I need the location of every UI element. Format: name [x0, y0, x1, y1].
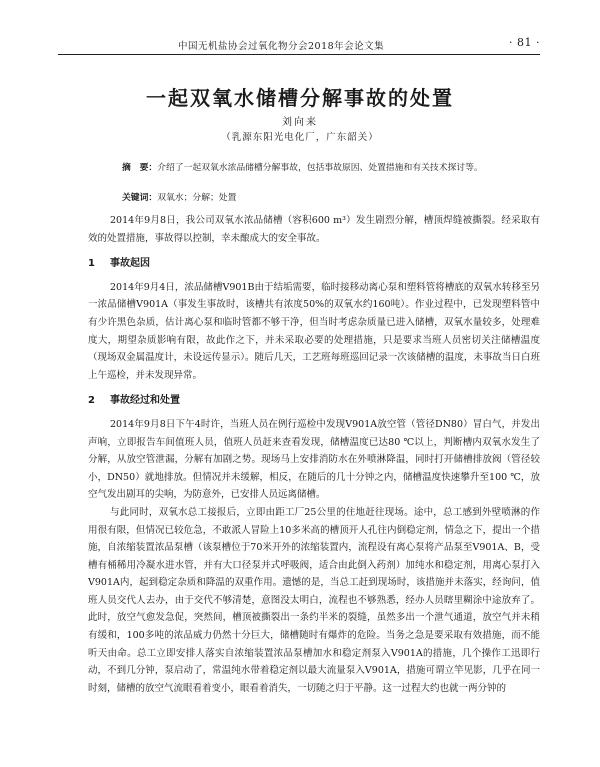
section-number: 1	[88, 258, 95, 270]
abstract-label: 摘 要：	[122, 163, 158, 173]
page-number: · 81 ·	[509, 36, 540, 49]
intro-paragraph: 2014年9月8日，我公司双氧水浓品储槽（容积600 m³）发生剧烈分解，槽顶焊缝被撕裂。经采取有效的处置措施，事故得以控制，幸未酿成大的安全事故。	[88, 215, 540, 244]
section-heading	[88, 255, 540, 273]
conference-name: 中国无机盐协会过氧化物分会2018年会论文集	[178, 41, 385, 52]
abstract	[100, 160, 485, 176]
keywords	[122, 190, 236, 203]
paragraph: 2014年9月4日，浓品储槽V901B由于结垢需要，临时接移动离心泵和塑料管将槽底的双氧水转移至另一浓品储槽V901A（事发生事故时，该槽共有浓度50%的双氧水约160吨）。作业过程中，已发现塑料管中有少许黑色杂质，估计离心泵和临时管都不够干净，但当时考虑杂质量已进入储槽，双氧水量较多，处理难度大，期望杂质影响有限，故此作之下，并未采取必要的处理措施，只是要求当班人员密切关注储槽温度（现场双金属温度计，未设远传显示）。随后几天，工艺班每班巡回记录一次该储槽的温度，未事故当日白班上午巡检，并未发现异常。	[88, 281, 540, 381]
author: 刘向来	[282, 117, 318, 128]
paragraph: 与此同时，双氧水总工接报后，立即由距工厂25公里的住地赶往现场。途中，总工感到外壁喷淋的作用很有限，但情况已较危急，不敢派人冒险上10多米高的槽顶开人孔往内倒稳定剂，情急之下，提出一个措施，自浓缩装置浓品泵槽（该泵槽位于70米开外的浓缩装置内，流程设有离心泵将产品泵至V901A、B，受槽有桶稀用冷凝水进水管，并有大口径泵并式呼吸阀，适合由此倒入药剂）加纯水和稳定剂，用离心泵打入V901A内，起到稳定杂质和降温的双重作用。遗憾的是，当总工赶到现场时，该措施并未落实，经询问，值班人员交代人去办，由于交代不够清楚，意图没太明白，流程也不够熟悉，经办人员瞎里糊涂中途放弃了。此时，放空气愈发急促，突然间，槽顶被撕裂出一条约半米的裂缝，虽然多出一个泄气通道，放空气并未稍有缓和，100多吨的浓品威力仍然十分巨大，储槽随时有爆炸的危险。当务之急是要采取有效措施，而不能听天由命。总工立即安排人落实自浓缩装置浓品泵槽加水和稳定剂泵入V901A的措施，几个操作工迅即行动，不到几分钟，泵启动了，常温纯水带着稳定剂以最大流量泵入V901A，措施可谓立竿见影，几乎在同一时刻，储槽的放空气流眼看着变小，眼看着消失，一切随之归于平静。这一过程大约也就一两分钟的	[88, 506, 540, 694]
section-title: 事故起因	[110, 258, 150, 270]
section-title: 事故经过和处置	[110, 395, 180, 407]
section-heading	[88, 392, 540, 410]
keywords-text: 双氧水；分解；处置	[157, 193, 237, 203]
body-text	[88, 206, 540, 697]
running-head	[58, 36, 540, 55]
paper-title: 一起双氧水储槽分解事故的处置	[146, 86, 454, 110]
section-number: 2	[88, 395, 95, 407]
affiliation: （乳源东阳光电化厂，广东韶关）	[221, 132, 379, 143]
paragraph: 2014年9月8日下午4时许，当班人员在例行巡检中发现V901A放空管（管径DN80）冒白气，并发出声响，立即报告车间值班人员，值班人员赶来查看发现，储槽温度已达80 ℃以上，判断槽内双氧水发生了分解，从放空管泄漏，分解有加剧之势。现场马上安排消防水在外喷淋降温，同时打开储槽排放阀（管径较小，DN50）就地排放。但情况并未缓解，相反，在随后的几十分钟之内，储槽温度快速攀升至100 ℃，放空气发出剧耳的尖响，为防意外，已安排人员远离储槽。	[88, 418, 540, 501]
abstract-text: 介绍了一起双氧水浓品储槽分解事故，包括事故原因、处置措施和有关技术探讨等。	[157, 163, 483, 173]
keywords-label: 关键词：	[122, 193, 158, 203]
